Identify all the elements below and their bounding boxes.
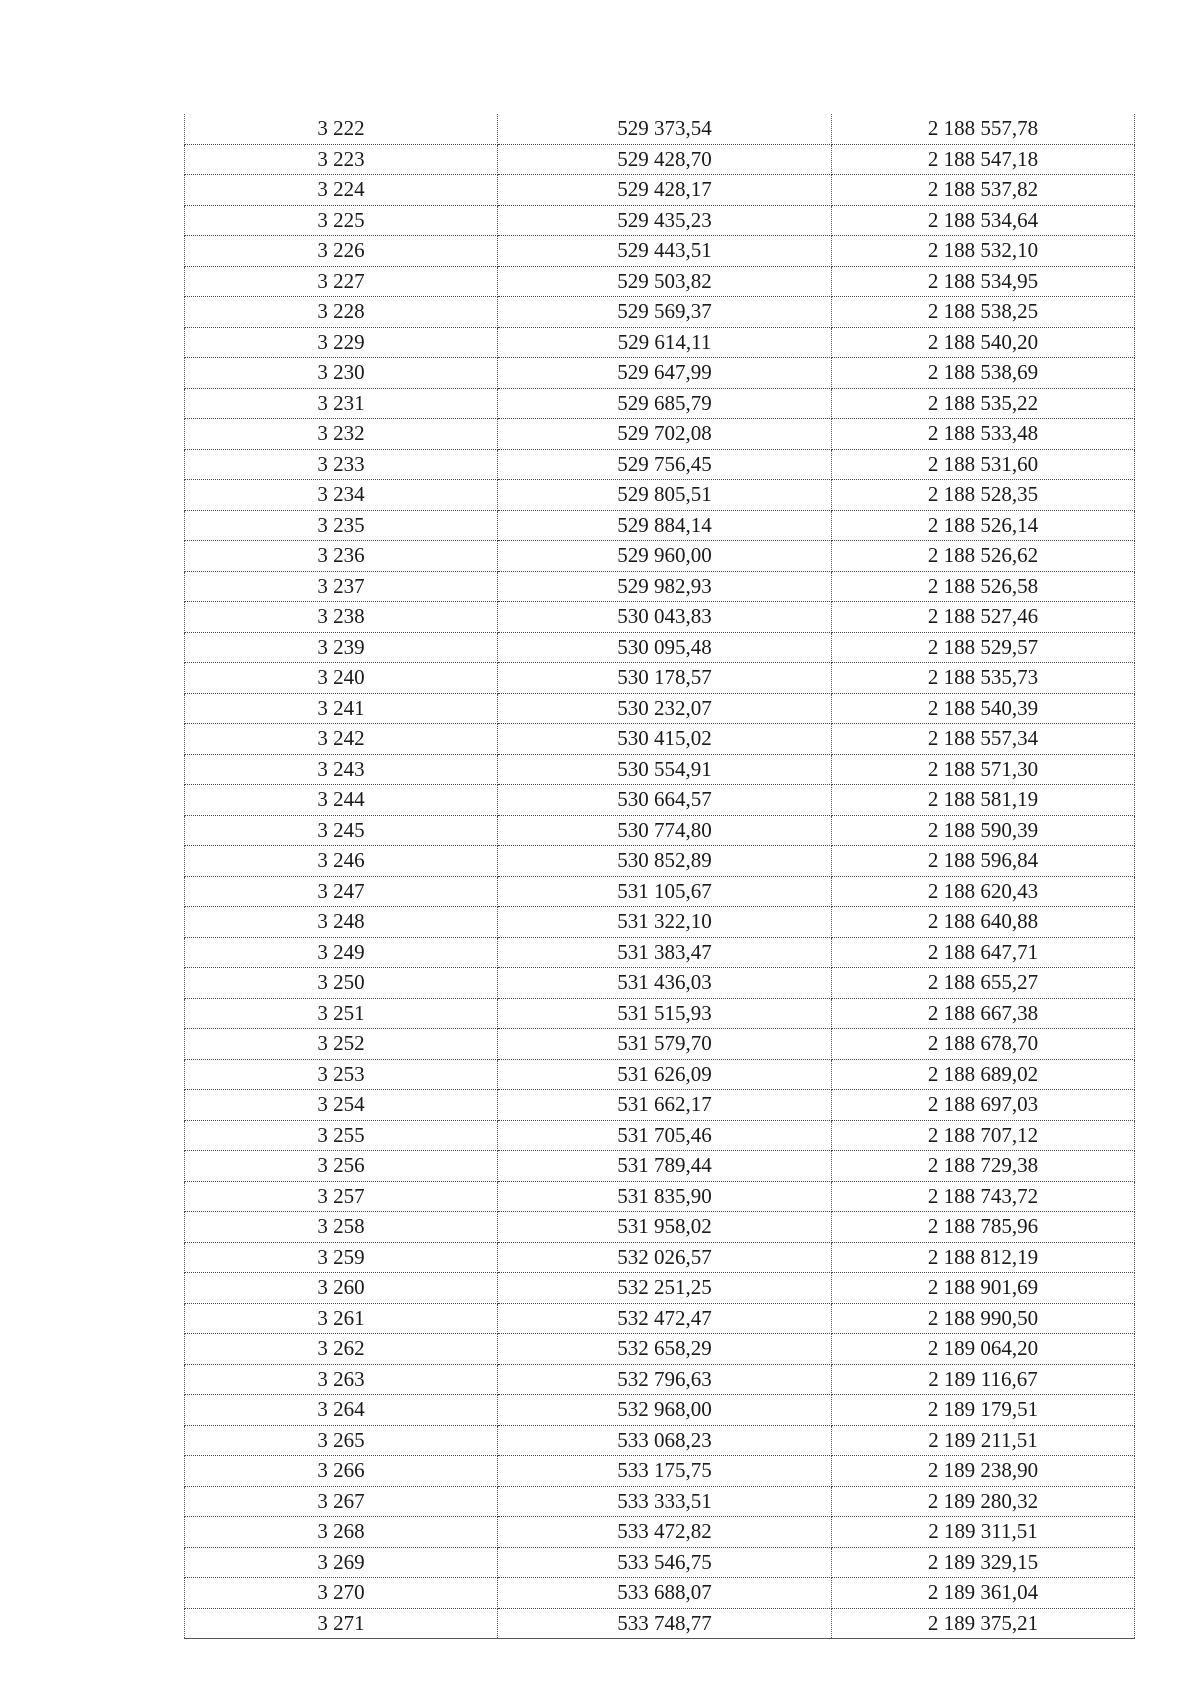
y-coordinate-cell: 2 188 596,84 [832, 846, 1135, 877]
table-row [185, 968, 1135, 999]
point-number-cell: 3 252 [185, 1029, 498, 1060]
x-coordinate-cell: 532 251,25 [498, 1273, 832, 1304]
point-number-cell: 3 248 [185, 907, 498, 938]
table-row [185, 1120, 1135, 1151]
table-row [185, 1547, 1135, 1578]
x-coordinate-cell: 529 756,45 [498, 449, 832, 480]
y-coordinate-cell: 2 188 527,46 [832, 602, 1135, 633]
y-coordinate-cell: 2 189 311,51 [832, 1517, 1135, 1548]
y-coordinate-cell: 2 189 280,32 [832, 1486, 1135, 1517]
x-coordinate-cell: 532 472,47 [498, 1303, 832, 1334]
table-row [185, 632, 1135, 663]
table-row [185, 998, 1135, 1029]
point-number-cell: 3 232 [185, 419, 498, 450]
table-row [185, 815, 1135, 846]
y-coordinate-cell: 2 188 620,43 [832, 876, 1135, 907]
table-row [185, 1608, 1135, 1639]
y-coordinate-cell: 2 189 211,51 [832, 1425, 1135, 1456]
y-coordinate-cell: 2 189 064,20 [832, 1334, 1135, 1365]
point-number-cell: 3 222 [185, 114, 498, 144]
y-coordinate-cell: 2 188 526,62 [832, 541, 1135, 572]
x-coordinate-cell: 531 705,46 [498, 1120, 832, 1151]
x-coordinate-cell: 529 373,54 [498, 114, 832, 144]
y-coordinate-cell: 2 189 329,15 [832, 1547, 1135, 1578]
x-coordinate-cell: 530 554,91 [498, 754, 832, 785]
y-coordinate-cell: 2 188 534,64 [832, 205, 1135, 236]
table-row [185, 114, 1135, 144]
table-row [185, 358, 1135, 389]
x-coordinate-cell: 530 415,02 [498, 724, 832, 755]
x-coordinate-cell: 530 095,48 [498, 632, 832, 663]
table-row [185, 144, 1135, 175]
y-coordinate-cell: 2 188 729,38 [832, 1151, 1135, 1182]
y-coordinate-cell: 2 188 538,25 [832, 297, 1135, 328]
y-coordinate-cell: 2 188 526,58 [832, 571, 1135, 602]
table-row [185, 510, 1135, 541]
y-coordinate-cell: 2 189 375,21 [832, 1608, 1135, 1639]
point-number-cell: 3 249 [185, 937, 498, 968]
table-row [185, 1090, 1135, 1121]
x-coordinate-cell: 530 774,80 [498, 815, 832, 846]
table-row [185, 449, 1135, 480]
point-number-cell: 3 271 [185, 1608, 498, 1639]
point-number-cell: 3 236 [185, 541, 498, 572]
y-coordinate-cell: 2 188 743,72 [832, 1181, 1135, 1212]
x-coordinate-cell: 532 796,63 [498, 1364, 832, 1395]
y-coordinate-cell: 2 188 547,18 [832, 144, 1135, 175]
point-number-cell: 3 242 [185, 724, 498, 755]
y-coordinate-cell: 2 188 647,71 [832, 937, 1135, 968]
point-number-cell: 3 225 [185, 205, 498, 236]
y-coordinate-cell: 2 188 655,27 [832, 968, 1135, 999]
y-coordinate-cell: 2 188 785,96 [832, 1212, 1135, 1243]
x-coordinate-cell: 530 852,89 [498, 846, 832, 877]
table-row [185, 663, 1135, 694]
y-coordinate-cell: 2 189 238,90 [832, 1456, 1135, 1487]
point-number-cell: 3 266 [185, 1456, 498, 1487]
table-row [185, 1181, 1135, 1212]
y-coordinate-cell: 2 188 678,70 [832, 1029, 1135, 1060]
point-number-cell: 3 250 [185, 968, 498, 999]
x-coordinate-cell: 531 958,02 [498, 1212, 832, 1243]
x-coordinate-cell: 529 614,11 [498, 327, 832, 358]
y-coordinate-cell: 2 188 812,19 [832, 1242, 1135, 1273]
x-coordinate-cell: 530 664,57 [498, 785, 832, 816]
point-number-cell: 3 263 [185, 1364, 498, 1395]
x-coordinate-cell: 530 043,83 [498, 602, 832, 633]
point-number-cell: 3 270 [185, 1578, 498, 1609]
table-row [185, 236, 1135, 267]
y-coordinate-cell: 2 188 571,30 [832, 754, 1135, 785]
point-number-cell: 3 238 [185, 602, 498, 633]
point-number-cell: 3 237 [185, 571, 498, 602]
point-number-cell: 3 245 [185, 815, 498, 846]
y-coordinate-cell: 2 188 540,20 [832, 327, 1135, 358]
x-coordinate-cell: 529 685,79 [498, 388, 832, 419]
table-row [185, 785, 1135, 816]
table-row [185, 297, 1135, 328]
x-coordinate-cell: 529 443,51 [498, 236, 832, 267]
y-coordinate-cell: 2 188 532,10 [832, 236, 1135, 267]
table-row [185, 1029, 1135, 1060]
y-coordinate-cell: 2 189 361,04 [832, 1578, 1135, 1609]
table-row [185, 754, 1135, 785]
x-coordinate-cell: 529 702,08 [498, 419, 832, 450]
table-row [185, 419, 1135, 450]
x-coordinate-cell: 533 748,77 [498, 1608, 832, 1639]
table-row [185, 1212, 1135, 1243]
table-row [185, 1242, 1135, 1273]
table-row [185, 388, 1135, 419]
point-number-cell: 3 247 [185, 876, 498, 907]
x-coordinate-cell: 532 968,00 [498, 1395, 832, 1426]
point-number-cell: 3 246 [185, 846, 498, 877]
y-coordinate-cell: 2 188 538,69 [832, 358, 1135, 389]
x-coordinate-cell: 533 688,07 [498, 1578, 832, 1609]
point-number-cell: 3 226 [185, 236, 498, 267]
table-row [185, 1364, 1135, 1395]
y-coordinate-cell: 2 188 540,39 [832, 693, 1135, 724]
table-row [185, 327, 1135, 358]
point-number-cell: 3 258 [185, 1212, 498, 1243]
table-row [185, 1578, 1135, 1609]
y-coordinate-cell: 2 188 667,38 [832, 998, 1135, 1029]
point-number-cell: 3 260 [185, 1273, 498, 1304]
point-number-cell: 3 251 [185, 998, 498, 1029]
x-coordinate-cell: 531 835,90 [498, 1181, 832, 1212]
x-coordinate-cell: 531 322,10 [498, 907, 832, 938]
point-number-cell: 3 265 [185, 1425, 498, 1456]
y-coordinate-cell: 2 188 590,39 [832, 815, 1135, 846]
x-coordinate-cell: 530 232,07 [498, 693, 832, 724]
point-number-cell: 3 239 [185, 632, 498, 663]
y-coordinate-cell: 2 188 697,03 [832, 1090, 1135, 1121]
table-row [185, 480, 1135, 511]
y-coordinate-cell: 2 188 531,60 [832, 449, 1135, 480]
point-number-cell: 3 269 [185, 1547, 498, 1578]
table-row [185, 846, 1135, 877]
point-number-cell: 3 234 [185, 480, 498, 511]
table-row [185, 175, 1135, 206]
x-coordinate-cell: 533 472,82 [498, 1517, 832, 1548]
point-number-cell: 3 223 [185, 144, 498, 175]
table-row [185, 266, 1135, 297]
x-coordinate-cell: 533 175,75 [498, 1456, 832, 1487]
point-number-cell: 3 268 [185, 1517, 498, 1548]
x-coordinate-cell: 533 546,75 [498, 1547, 832, 1578]
point-number-cell: 3 230 [185, 358, 498, 389]
x-coordinate-cell: 532 026,57 [498, 1242, 832, 1273]
point-number-cell: 3 243 [185, 754, 498, 785]
point-number-cell: 3 240 [185, 663, 498, 694]
table-row [185, 1517, 1135, 1548]
y-coordinate-cell: 2 188 689,02 [832, 1059, 1135, 1090]
y-coordinate-cell: 2 188 557,78 [832, 114, 1135, 144]
table-row [185, 1334, 1135, 1365]
x-coordinate-cell: 531 662,17 [498, 1090, 832, 1121]
point-number-cell: 3 233 [185, 449, 498, 480]
y-coordinate-cell: 2 188 640,88 [832, 907, 1135, 938]
y-coordinate-cell: 2 188 535,22 [832, 388, 1135, 419]
x-coordinate-cell: 530 178,57 [498, 663, 832, 694]
y-coordinate-cell: 2 189 179,51 [832, 1395, 1135, 1426]
point-number-cell: 3 253 [185, 1059, 498, 1090]
table-row [185, 1273, 1135, 1304]
x-coordinate-cell: 531 515,93 [498, 998, 832, 1029]
point-number-cell: 3 255 [185, 1120, 498, 1151]
x-coordinate-cell: 531 436,03 [498, 968, 832, 999]
point-number-cell: 3 259 [185, 1242, 498, 1273]
table-row [185, 205, 1135, 236]
x-coordinate-cell: 529 884,14 [498, 510, 832, 541]
x-coordinate-cell: 529 569,37 [498, 297, 832, 328]
table-row [185, 1395, 1135, 1426]
x-coordinate-cell: 529 428,17 [498, 175, 832, 206]
point-number-cell: 3 227 [185, 266, 498, 297]
x-coordinate-cell: 529 805,51 [498, 480, 832, 511]
y-coordinate-cell: 2 188 557,34 [832, 724, 1135, 755]
coordinates-table [184, 114, 1135, 1639]
point-number-cell: 3 262 [185, 1334, 498, 1365]
point-number-cell: 3 224 [185, 175, 498, 206]
point-number-cell: 3 254 [185, 1090, 498, 1121]
point-number-cell: 3 231 [185, 388, 498, 419]
coordinates-table-body [185, 114, 1135, 1639]
x-coordinate-cell: 531 789,44 [498, 1151, 832, 1182]
x-coordinate-cell: 529 982,93 [498, 571, 832, 602]
table-row [185, 602, 1135, 633]
point-number-cell: 3 267 [185, 1486, 498, 1517]
x-coordinate-cell: 531 383,47 [498, 937, 832, 968]
y-coordinate-cell: 2 188 707,12 [832, 1120, 1135, 1151]
table-row [185, 1151, 1135, 1182]
y-coordinate-cell: 2 188 534,95 [832, 266, 1135, 297]
point-number-cell: 3 235 [185, 510, 498, 541]
point-number-cell: 3 257 [185, 1181, 498, 1212]
x-coordinate-cell: 529 435,23 [498, 205, 832, 236]
table-row [185, 907, 1135, 938]
point-number-cell: 3 244 [185, 785, 498, 816]
y-coordinate-cell: 2 188 529,57 [832, 632, 1135, 663]
point-number-cell: 3 261 [185, 1303, 498, 1334]
point-number-cell: 3 228 [185, 297, 498, 328]
x-coordinate-cell: 531 579,70 [498, 1029, 832, 1060]
y-coordinate-cell: 2 189 116,67 [832, 1364, 1135, 1395]
table-row [185, 1059, 1135, 1090]
y-coordinate-cell: 2 188 533,48 [832, 419, 1135, 450]
table-row [185, 1486, 1135, 1517]
x-coordinate-cell: 533 068,23 [498, 1425, 832, 1456]
x-coordinate-cell: 533 333,51 [498, 1486, 832, 1517]
table-row [185, 541, 1135, 572]
y-coordinate-cell: 2 188 537,82 [832, 175, 1135, 206]
table-row [185, 1425, 1135, 1456]
x-coordinate-cell: 529 428,70 [498, 144, 832, 175]
x-coordinate-cell: 529 503,82 [498, 266, 832, 297]
y-coordinate-cell: 2 188 526,14 [832, 510, 1135, 541]
x-coordinate-cell: 529 647,99 [498, 358, 832, 389]
y-coordinate-cell: 2 188 528,35 [832, 480, 1135, 511]
table-row [185, 1303, 1135, 1334]
point-number-cell: 3 241 [185, 693, 498, 724]
y-coordinate-cell: 2 188 901,69 [832, 1273, 1135, 1304]
y-coordinate-cell: 2 188 535,73 [832, 663, 1135, 694]
table-row [185, 937, 1135, 968]
x-coordinate-cell: 532 658,29 [498, 1334, 832, 1365]
table-row [185, 693, 1135, 724]
y-coordinate-cell: 2 188 990,50 [832, 1303, 1135, 1334]
table-row [185, 1456, 1135, 1487]
point-number-cell: 3 264 [185, 1395, 498, 1426]
x-coordinate-cell: 531 626,09 [498, 1059, 832, 1090]
table-row [185, 724, 1135, 755]
table-row [185, 876, 1135, 907]
table-row [185, 571, 1135, 602]
point-number-cell: 3 256 [185, 1151, 498, 1182]
x-coordinate-cell: 529 960,00 [498, 541, 832, 572]
x-coordinate-cell: 531 105,67 [498, 876, 832, 907]
point-number-cell: 3 229 [185, 327, 498, 358]
y-coordinate-cell: 2 188 581,19 [832, 785, 1135, 816]
